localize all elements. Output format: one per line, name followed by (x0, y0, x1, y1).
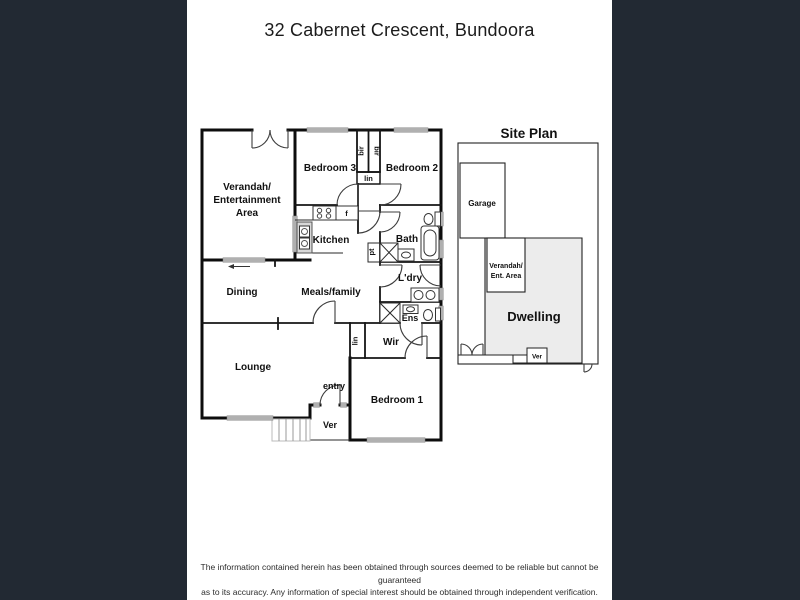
toilet-tank (436, 308, 441, 321)
exterior-walls (202, 130, 441, 440)
bathtub-inner (424, 230, 436, 256)
room-labels (213, 146, 438, 430)
shower-icon (380, 303, 400, 323)
gate-arc (461, 344, 472, 355)
room-label-ver: Ver (322, 420, 338, 430)
room-label-meals: Meals/family (301, 287, 361, 298)
stairs-icon (272, 419, 310, 441)
toilet-icon (424, 214, 433, 225)
door-arc (252, 130, 270, 148)
gate-arc (472, 344, 483, 355)
site-porch-step (513, 355, 527, 363)
wet-area-fixtures (368, 212, 441, 323)
room-label-bedroom3: Bedroom 3 (303, 163, 357, 174)
room-label-verandah-2: Entertainment (213, 195, 281, 206)
site-plan-title: Site Plan (500, 126, 558, 141)
site-label-verandah-1: Verandah/ (489, 263, 523, 270)
sidelight-window (314, 403, 320, 408)
closet-label-bir-left: bir (356, 146, 366, 156)
room-label-bath: Bath (395, 234, 419, 245)
window (394, 128, 428, 133)
toilet-tank (435, 212, 441, 226)
door-arc (270, 130, 288, 148)
slide-arrow-head (228, 264, 234, 269)
site-label-dwelling: Dwelling (507, 309, 561, 324)
disclaimer-line-2: as to its accuracy. Any information of special interest should be obtained through independent verification. (201, 587, 598, 597)
room-label-entry: entry (322, 381, 346, 391)
door-arc (400, 323, 422, 345)
site-label-ver: Ver (531, 353, 543, 361)
closet-label-lin: lin (364, 174, 373, 183)
room-label-lounge: Lounge (234, 362, 272, 373)
window (367, 438, 425, 443)
shower-icon (380, 243, 398, 262)
door-arc (313, 301, 335, 323)
gate-arc (584, 364, 592, 372)
room-label-verandah-3: Area (235, 208, 259, 219)
door-arc (337, 184, 358, 205)
disclaimer-line-1: The information contained herein has been obtained through sources deemed to be reliable but cannot be guaranteed (200, 562, 599, 585)
cooktop-icon (313, 206, 336, 220)
door-arc (420, 265, 441, 286)
site-label-verandah-2: Ent. Area (490, 273, 522, 280)
door-arc (380, 212, 400, 232)
room-label-dining: Dining (226, 287, 258, 298)
fixture-label-fridge: f (345, 209, 348, 218)
floor-plan (202, 128, 443, 443)
window (307, 128, 348, 133)
room-label-bedroom1: Bedroom 1 (370, 395, 424, 406)
stair-treads (279, 419, 306, 441)
site-plan (458, 126, 598, 372)
room-label-laundry: L'dry (397, 273, 423, 284)
sliding-door-track (223, 258, 265, 263)
closet-label-bir-right: bir (372, 146, 382, 156)
listing-address-title: 32 Cabernet Crescent, Bundoora (264, 20, 535, 40)
sliding-door (223, 258, 265, 269)
room-label-ensuite: Ens (401, 313, 419, 323)
door-arc (358, 211, 380, 233)
closet-label-pt: pt (367, 248, 376, 256)
disclaimer (187, 561, 612, 599)
door-arc (380, 184, 401, 205)
room-label-bedroom2: Bedroom 2 (385, 163, 439, 174)
site-label-garage: Garage (468, 199, 496, 208)
closet-label-lin2: lin (350, 336, 360, 346)
basin-bowl (402, 252, 411, 258)
room-label-verandah-1: Verandah/ (223, 182, 271, 193)
basin-bowl (407, 307, 415, 312)
room-label-kitchen: Kitchen (312, 235, 350, 246)
toilet-icon (424, 310, 433, 321)
window (227, 416, 273, 421)
front-porch (272, 418, 350, 441)
door-arc (405, 336, 427, 358)
room-label-wir: Wir (382, 337, 400, 348)
sidelight-window (341, 403, 347, 408)
